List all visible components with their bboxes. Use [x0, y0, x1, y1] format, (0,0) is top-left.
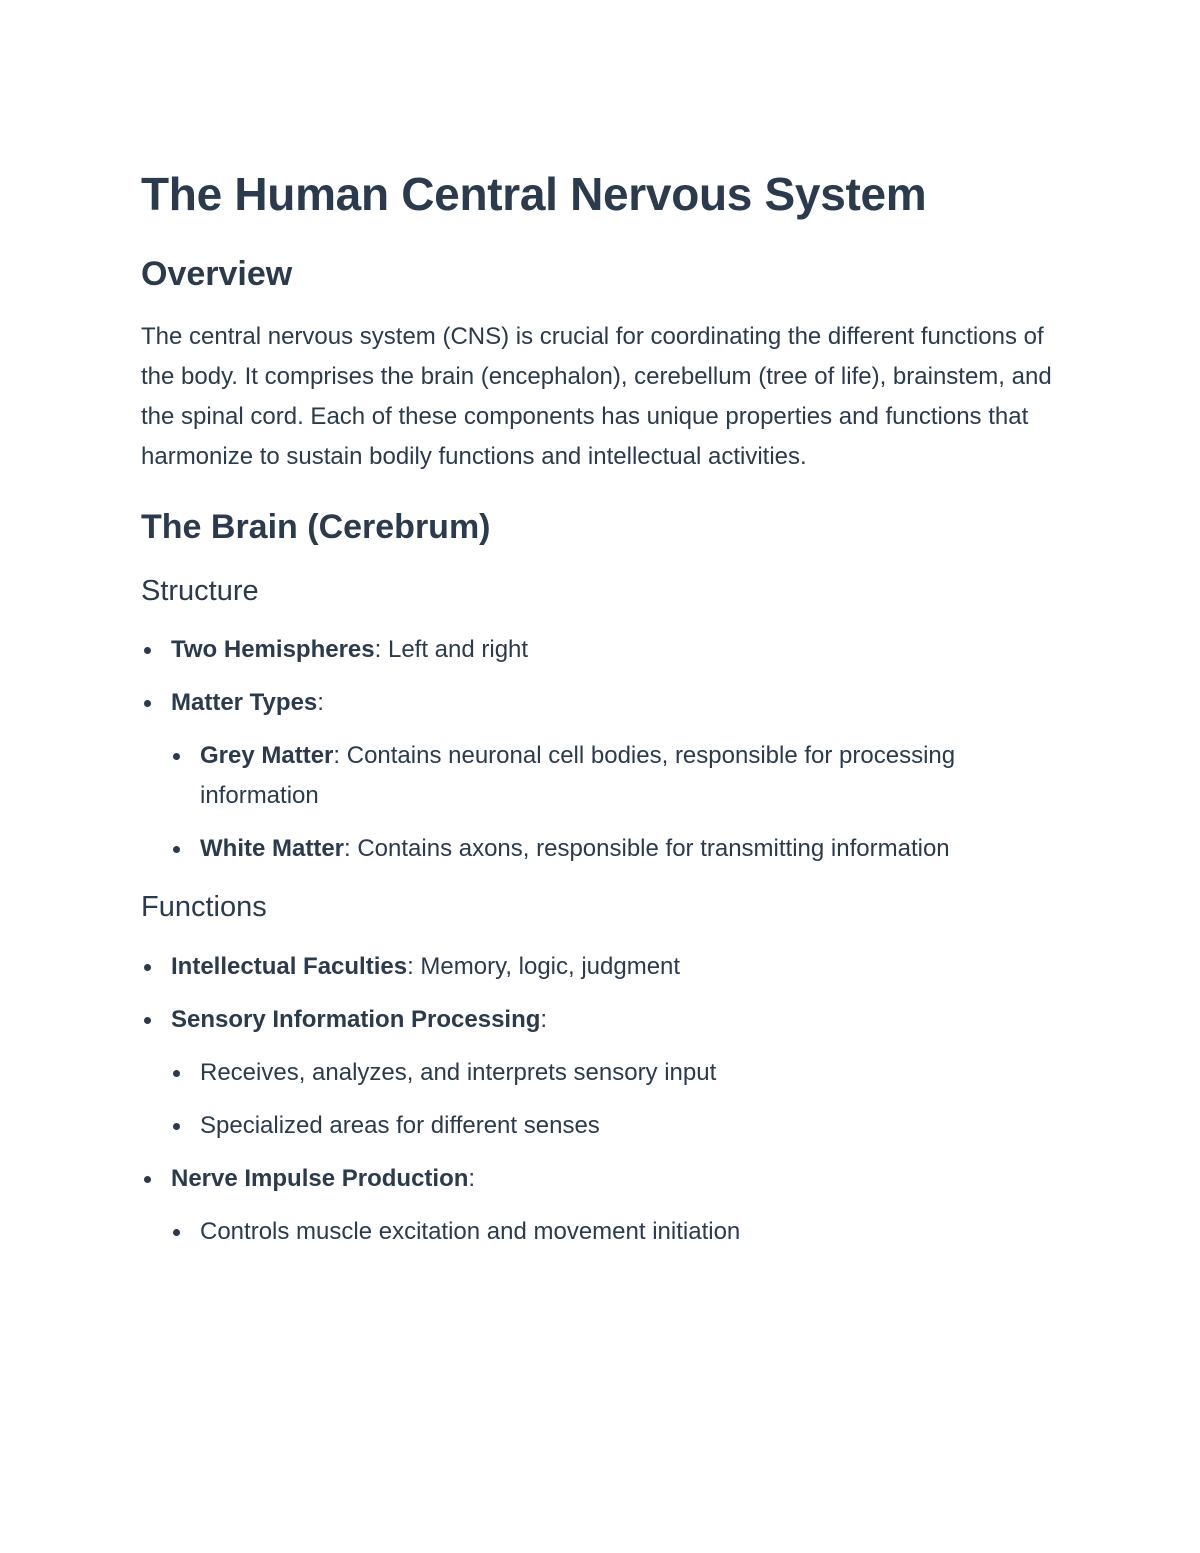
structure-heading: Structure: [141, 575, 259, 607]
list-item: Sensory Information Processing:: [141, 1000, 1061, 1040]
list-item: Grey Matter: Contains neuronal cell bodies, responsible for processing information: [141, 736, 980, 816]
list-item: White Matter: Contains axons, responsible for transmitting information: [141, 829, 980, 869]
grey-matter-term: Grey Matter: [200, 742, 334, 769]
functions-list: [141, 947, 1061, 1252]
list-item: [141, 1106, 1061, 1146]
intellectual-text: Memory, logic, judgment: [420, 953, 681, 980]
hemispheres-term: Two Hemispheres: [171, 636, 375, 663]
functions-heading: Functions: [141, 891, 267, 923]
sensory-item-text: Receives, analyzes, and interprets sensory input: [200, 1059, 717, 1086]
list-item: [141, 1212, 1061, 1252]
list-item: Matter Types:: [141, 683, 1061, 723]
hemispheres-text: Left and right: [387, 636, 529, 663]
intellectual-term: Intellectual Faculties: [171, 953, 408, 980]
overview-paragraph: The central nervous system (CNS) is crucial for coordinating the different functions of the body. It comprises the brain (encephalon), cerebellum (tree of life), brainstem, and the spinal cord. Each of these components has unique properties and functions that harmonize to sustain bodily functions and intellectual activities.: [141, 323, 1052, 470]
structure-list: [141, 630, 1061, 869]
list-item: Two Hemispheres: Left and right: [141, 630, 1061, 670]
list-item: Nerve Impulse Production:: [141, 1159, 1061, 1199]
page-title: The Human Central Nervous System: [141, 168, 927, 220]
document-content: [141, 165, 1061, 1252]
sensory-term: Sensory Information Processing: [171, 1006, 541, 1033]
grey-matter-text: Contains neuronal cell bodies, responsible for processing information: [200, 742, 956, 809]
sensory-item-text: Specialized areas for different senses: [200, 1112, 600, 1139]
list-item: [141, 1053, 1061, 1093]
overview-heading: Overview: [141, 255, 293, 293]
white-matter-term: White Matter: [200, 835, 344, 862]
matter-types-term: Matter Types: [171, 689, 318, 716]
brain-heading: The Brain (Cerebrum): [141, 508, 491, 546]
nerve-term: Nerve Impulse Production: [171, 1165, 469, 1192]
nerve-item-text: Controls muscle excitation and movement initiation: [200, 1218, 741, 1245]
white-matter-text: Contains axons, responsible for transmitting information: [357, 835, 950, 862]
list-item: Intellectual Faculties: Memory, logic, judgment: [141, 947, 1061, 987]
